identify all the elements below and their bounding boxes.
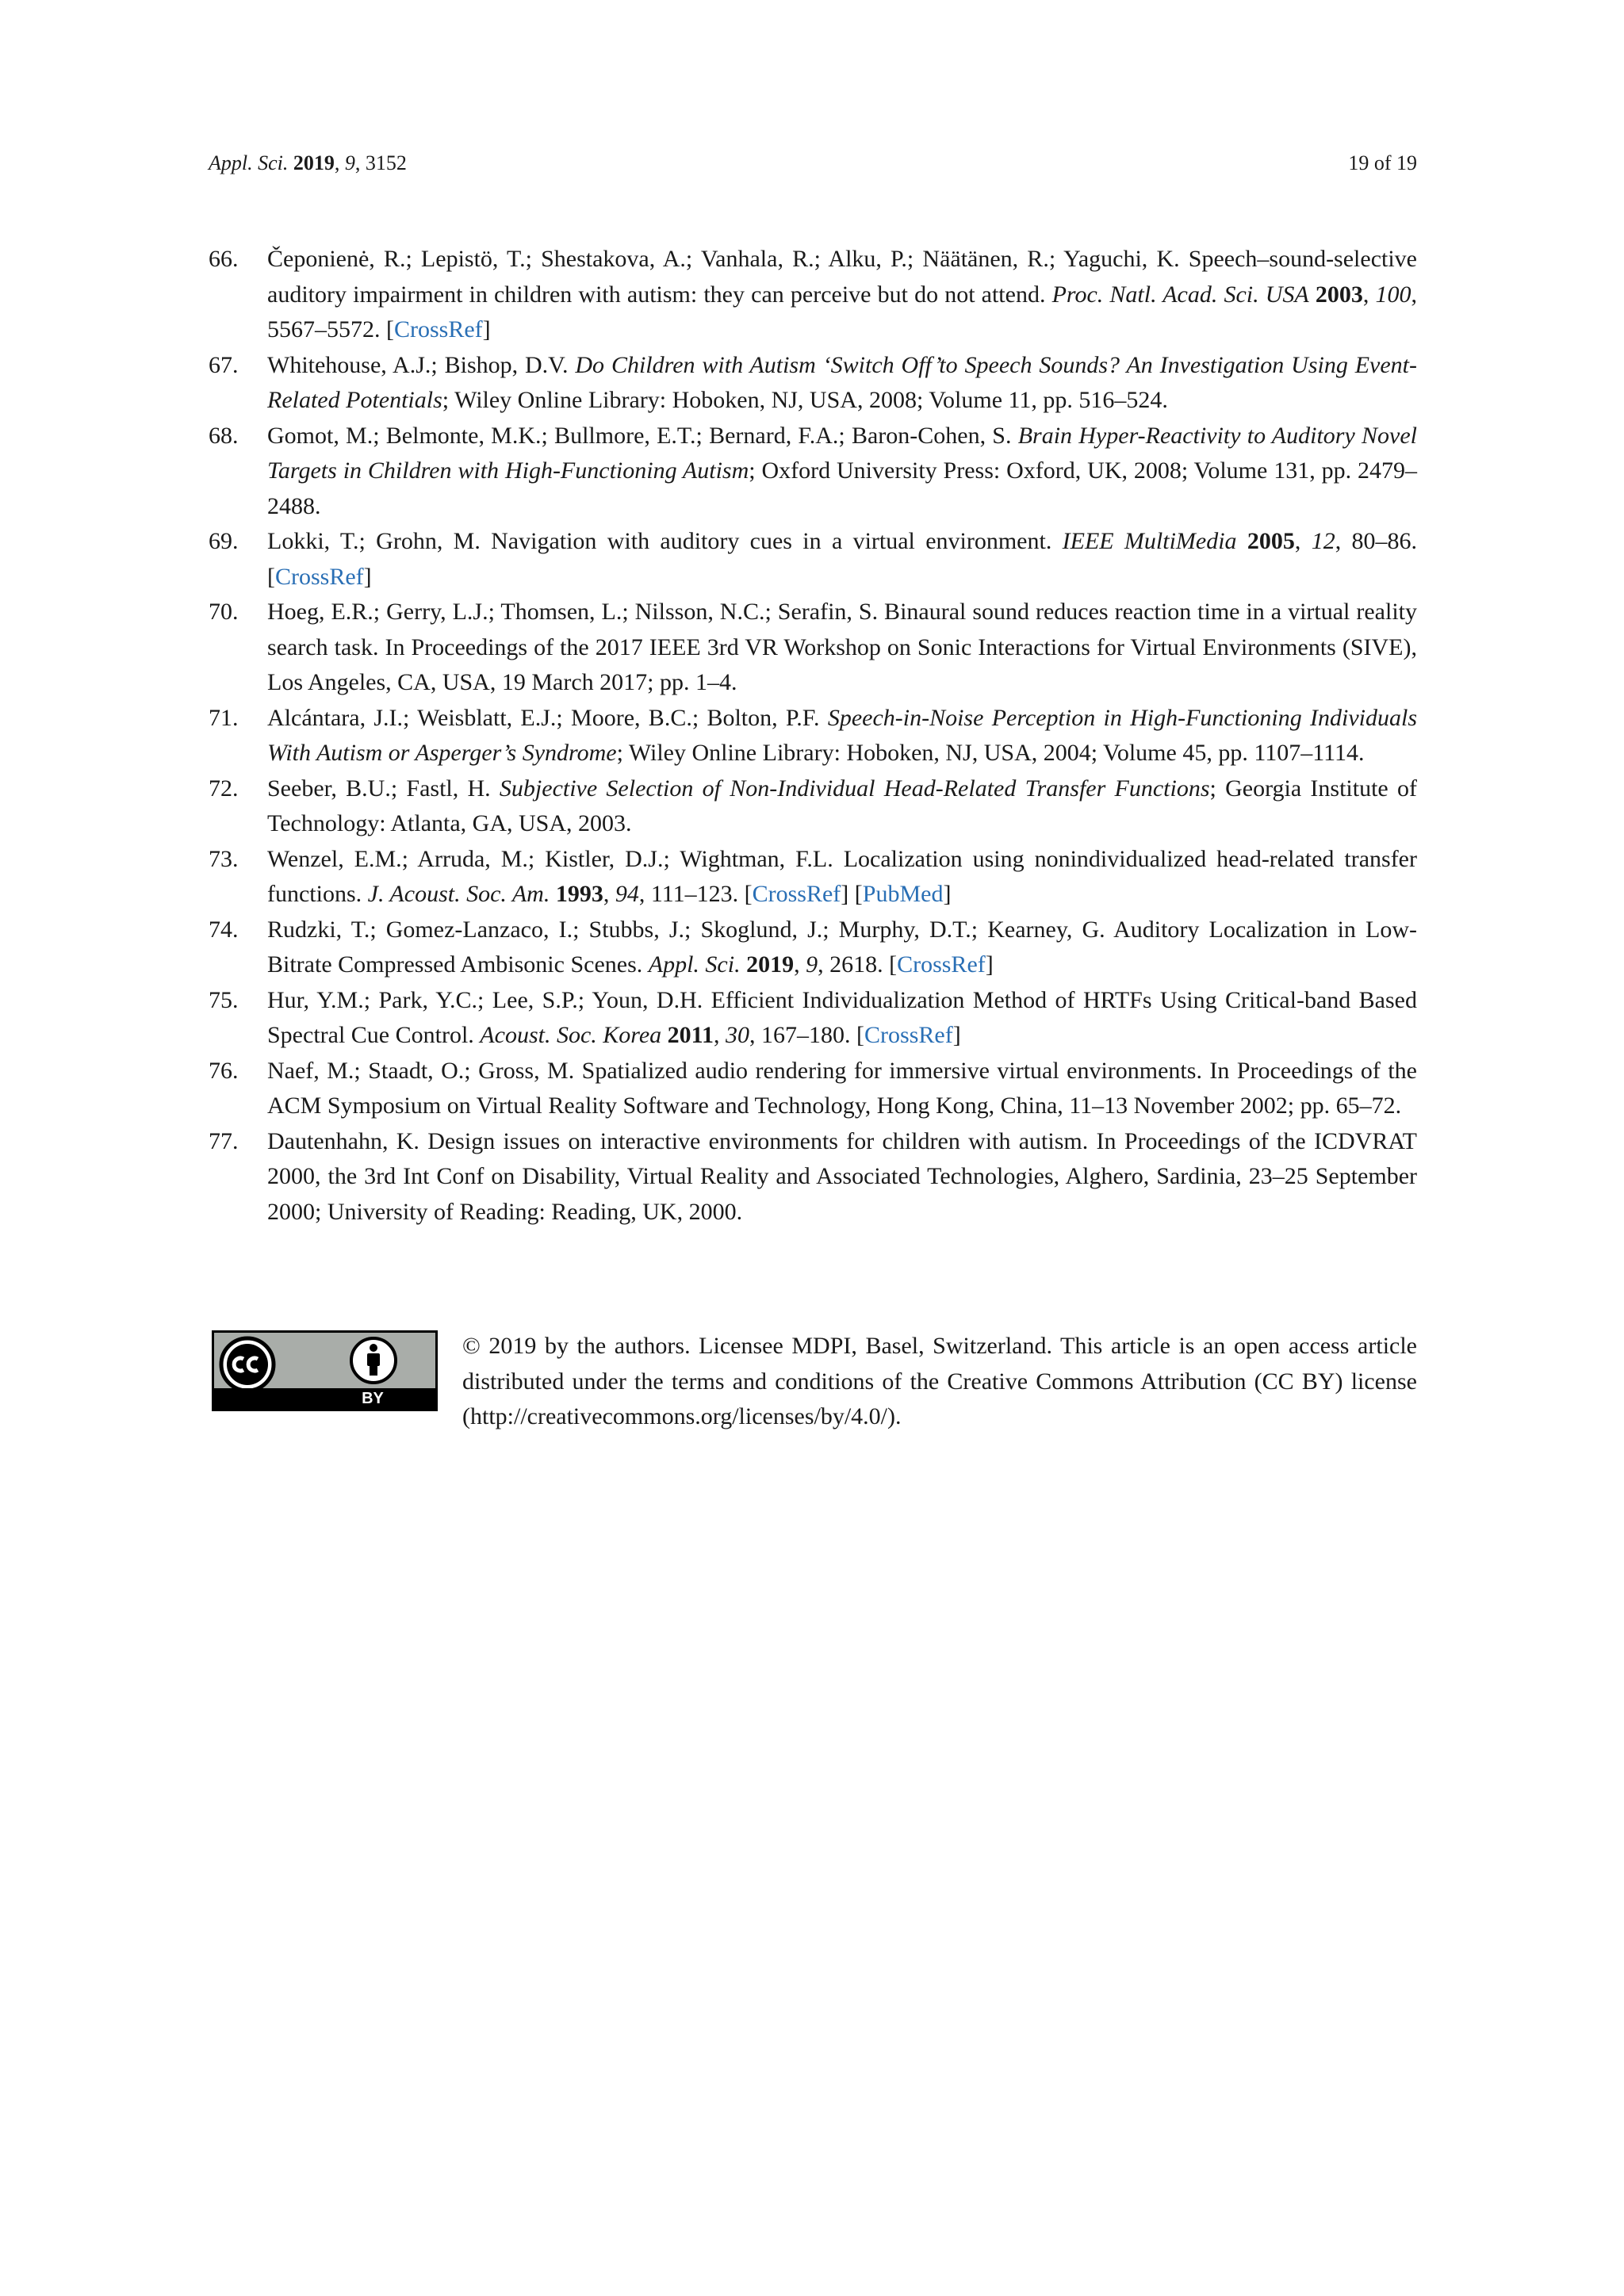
reference-text: Whitehouse, A.J.; Bishop, D.V. bbox=[267, 351, 576, 378]
reference-number: 70. bbox=[209, 599, 239, 625]
reference-number: 66. bbox=[209, 246, 239, 272]
reference-item bbox=[209, 1054, 1417, 1124]
reference-number: 71. bbox=[209, 704, 239, 731]
reference-italic-text: Appl. Sci. bbox=[648, 951, 741, 978]
reference-text: ] bbox=[943, 881, 952, 907]
reference-italic-text: Speech-in-Noise Perception in High-Functioning Individuals With Autism or Asperger’s Syndrome bbox=[267, 704, 1417, 766]
reference-text: , 2618. [ bbox=[818, 951, 898, 978]
reference-number: 68. bbox=[209, 422, 239, 449]
reference-text: , bbox=[714, 1022, 726, 1048]
reference-list bbox=[209, 242, 1417, 1230]
reference-italic-text: J. Acoust. Soc. Am. bbox=[367, 881, 550, 907]
attribution-person-icon bbox=[349, 1336, 398, 1385]
license-text: © 2019 by the authors. Licensee MDPI, Basel, Switzerland. This article is an open access article distributed under the terms and conditions of the Creative Commons Attribution (CC BY) license (http://creativecommons.org/licenses/by/4.0/). bbox=[462, 1333, 1417, 1429]
reference-text: ; Wiley Online Library: Hoboken, NJ, USA, 2008; Volume 11, pp. 516–524. bbox=[442, 387, 1168, 413]
reference-text: Rudzki, T.; Gomez-Lanzaco, I.; Stubbs, J.; Skoglund, J.; Murphy, D.T.; Kearney, G. Auditory Localization in Low-Bitrate Compressed Ambisonic Scenes. bbox=[267, 916, 1417, 978]
page-number: 19 of 19 bbox=[1348, 151, 1417, 174]
reference-text: Dautenhahn, K. Design issues on interactive environments for children with autism. In Proceedings of the ICDVRAT 2000, the 3rd Int Conf on Disability, Virtual Reality and Associated Technologies, Alghero, Sardinia, 23–25 September 2000; University of Reading: Reading, UK, 2000. bbox=[267, 1127, 1417, 1225]
reference-number: 67. bbox=[209, 351, 239, 378]
reference-italic-text: Brain Hyper-Reactivity to Auditory Novel Targets in Children with High-Functioning Autism bbox=[267, 422, 1417, 484]
pubmed-link[interactable]: PubMed bbox=[862, 881, 944, 907]
reference-italic-text: 100 bbox=[1375, 281, 1411, 308]
reference-italic-text: 9 bbox=[806, 951, 818, 978]
reference-text: Čeponienė, R.; Lepistö, T.; Shestakova, A.; Vanhala, R.; Alku, P.; Näätänen, R.; Yaguchi, K. Speech–sound-selective auditory impairment in children with autism: they can perceive but do not attend. bbox=[267, 246, 1417, 308]
reference-italic-text: 30 bbox=[726, 1022, 750, 1048]
journal-year: 2019 bbox=[293, 151, 335, 174]
reference-year: 2003 bbox=[1315, 281, 1363, 308]
reference-text bbox=[741, 951, 747, 978]
reference-year: 2011 bbox=[667, 1022, 714, 1048]
reference-text: ] bbox=[363, 563, 372, 590]
reference-text: Lokki, T.; Grohn, M. Navigation with auditory cues in a virtual environment. bbox=[267, 528, 1063, 554]
reference-text: , bbox=[1362, 281, 1376, 308]
reference-text: Naef, M.; Staadt, O.; Gross, M. Spatialized audio rendering for immersive virtual environments. In Proceedings of the ACM Symposium on Virtual Reality Software and Technology, Hong Kong, China, 11–13 November 2002; pp. 65–72. bbox=[267, 1057, 1417, 1119]
reference-italic-text: Acoust. Soc. Korea bbox=[480, 1022, 662, 1048]
reference-number: 77. bbox=[209, 1127, 239, 1154]
reference-item bbox=[209, 595, 1417, 701]
reference-text: Alcántara, J.I.; Weisblatt, E.J.; Moore, B.C.; Bolton, P.F. bbox=[267, 704, 828, 731]
reference-item bbox=[209, 242, 1417, 348]
reference-text: ] bbox=[482, 316, 491, 342]
by-label: BY bbox=[362, 1390, 384, 1407]
reference-item bbox=[209, 701, 1417, 771]
reference-text bbox=[1237, 528, 1247, 554]
reference-text: Seeber, B.U.; Fastl, H. bbox=[267, 775, 500, 802]
reference-year: 1993 bbox=[555, 881, 603, 907]
reference-number: 73. bbox=[209, 845, 239, 872]
reference-text: ] bbox=[952, 1022, 961, 1048]
cc-icon bbox=[219, 1336, 276, 1393]
reference-year: 2005 bbox=[1247, 528, 1295, 554]
reference-item bbox=[209, 913, 1417, 983]
reference-italic-text: Proc. Natl. Acad. Sci. USA bbox=[1051, 281, 1309, 308]
reference-text: , 167–180. [ bbox=[749, 1022, 865, 1048]
reference-text: ] bbox=[985, 951, 994, 978]
reference-italic-text: IEEE MultiMedia bbox=[1062, 528, 1237, 554]
reference-item bbox=[209, 348, 1417, 419]
reference-number: 72. bbox=[209, 775, 239, 802]
crossref-link[interactable]: CrossRef bbox=[275, 563, 364, 590]
journal-name: Appl. Sci. bbox=[209, 151, 289, 174]
reference-text: ] [ bbox=[841, 881, 863, 907]
reference-text: , 111–123. [ bbox=[638, 881, 753, 907]
reference-text: , bbox=[603, 881, 615, 907]
reference-italic-text: Do Children with Autism ‘Switch Off’to Speech Sounds? An Investigation Using Event-Related Potentials bbox=[267, 351, 1418, 413]
reference-item bbox=[209, 842, 1417, 913]
reference-text: ; Oxford University Press: Oxford, UK, 2008; Volume 131, pp. 2479–2488. bbox=[267, 457, 1417, 519]
reference-text: , bbox=[794, 951, 806, 978]
crossref-link[interactable]: CrossRef bbox=[864, 1022, 953, 1048]
reference-number: 75. bbox=[209, 986, 239, 1013]
reference-number: 69. bbox=[209, 528, 239, 554]
journal-volume: 9 bbox=[344, 151, 355, 174]
reference-number: 74. bbox=[209, 916, 239, 943]
reference-text bbox=[1309, 281, 1316, 308]
reference-item bbox=[209, 983, 1417, 1054]
reference-italic-text: 94 bbox=[615, 881, 639, 907]
reference-text: , 5567–5572. [ bbox=[267, 281, 1418, 342]
reference-text: Gomot, M.; Belmonte, M.K.; Bullmore, E.T.; Bernard, F.A.; Baron-Cohen, S. bbox=[267, 422, 1018, 449]
page-header bbox=[209, 147, 1417, 179]
journal-citation: Appl. Sci. 2019, 9, 3152 bbox=[209, 151, 407, 174]
reference-number: 76. bbox=[209, 1057, 239, 1084]
cc-by-badge[interactable] bbox=[212, 1330, 438, 1411]
reference-year: 2019 bbox=[746, 951, 795, 978]
reference-text: , 80–86. [ bbox=[267, 528, 1417, 590]
license-block bbox=[209, 1329, 1417, 1440]
reference-item bbox=[209, 419, 1417, 525]
crossref-link[interactable]: CrossRef bbox=[394, 316, 483, 342]
reference-text: ; Georgia Institute of Technology: Atlanta, GA, USA, 2003. bbox=[267, 775, 1417, 836]
reference-text: Hur, Y.M.; Park, Y.C.; Lee, S.P.; Youn, D.H. Efficient Individualization Method of HRTFs Using Critical-band Based Spectral Cue Control. bbox=[267, 986, 1417, 1048]
reference-italic-text: 12 bbox=[1311, 528, 1335, 554]
reference-text: Hoeg, E.R.; Gerry, L.J.; Thomsen, L.; Nilsson, N.C.; Serafin, S. Binaural sound reduces reaction time in a virtual reality search task. In Proceedings of the 2017 IEEE 3rd VR Workshop on Sonic Interactions for Virtual Environments (SIVE), Los Angeles, CA, USA, 19 March 2017; pp. 1–4. bbox=[267, 599, 1417, 695]
reference-item bbox=[209, 771, 1417, 842]
crossref-link[interactable]: CrossRef bbox=[752, 881, 841, 907]
reference-italic-text: Subjective Selection of Non-Individual Head-Related Transfer Functions bbox=[499, 775, 1210, 802]
reference-text bbox=[661, 1022, 668, 1048]
reference-text: ; Wiley Online Library: Hoboken, NJ, USA, 2004; Volume 45, pp. 1107–1114. bbox=[616, 740, 1365, 766]
reference-text: Wenzel, E.M.; Arruda, M.; Kistler, D.J.; Wightman, F.L. Localization using nonindividualized head-related transfer functions. bbox=[267, 845, 1417, 907]
article-number: 3152 bbox=[365, 151, 407, 174]
reference-item bbox=[209, 1124, 1417, 1230]
reference-text bbox=[550, 881, 556, 907]
crossref-link[interactable]: CrossRef bbox=[897, 951, 986, 978]
reference-item bbox=[209, 524, 1417, 595]
reference-text: , bbox=[1294, 528, 1312, 554]
